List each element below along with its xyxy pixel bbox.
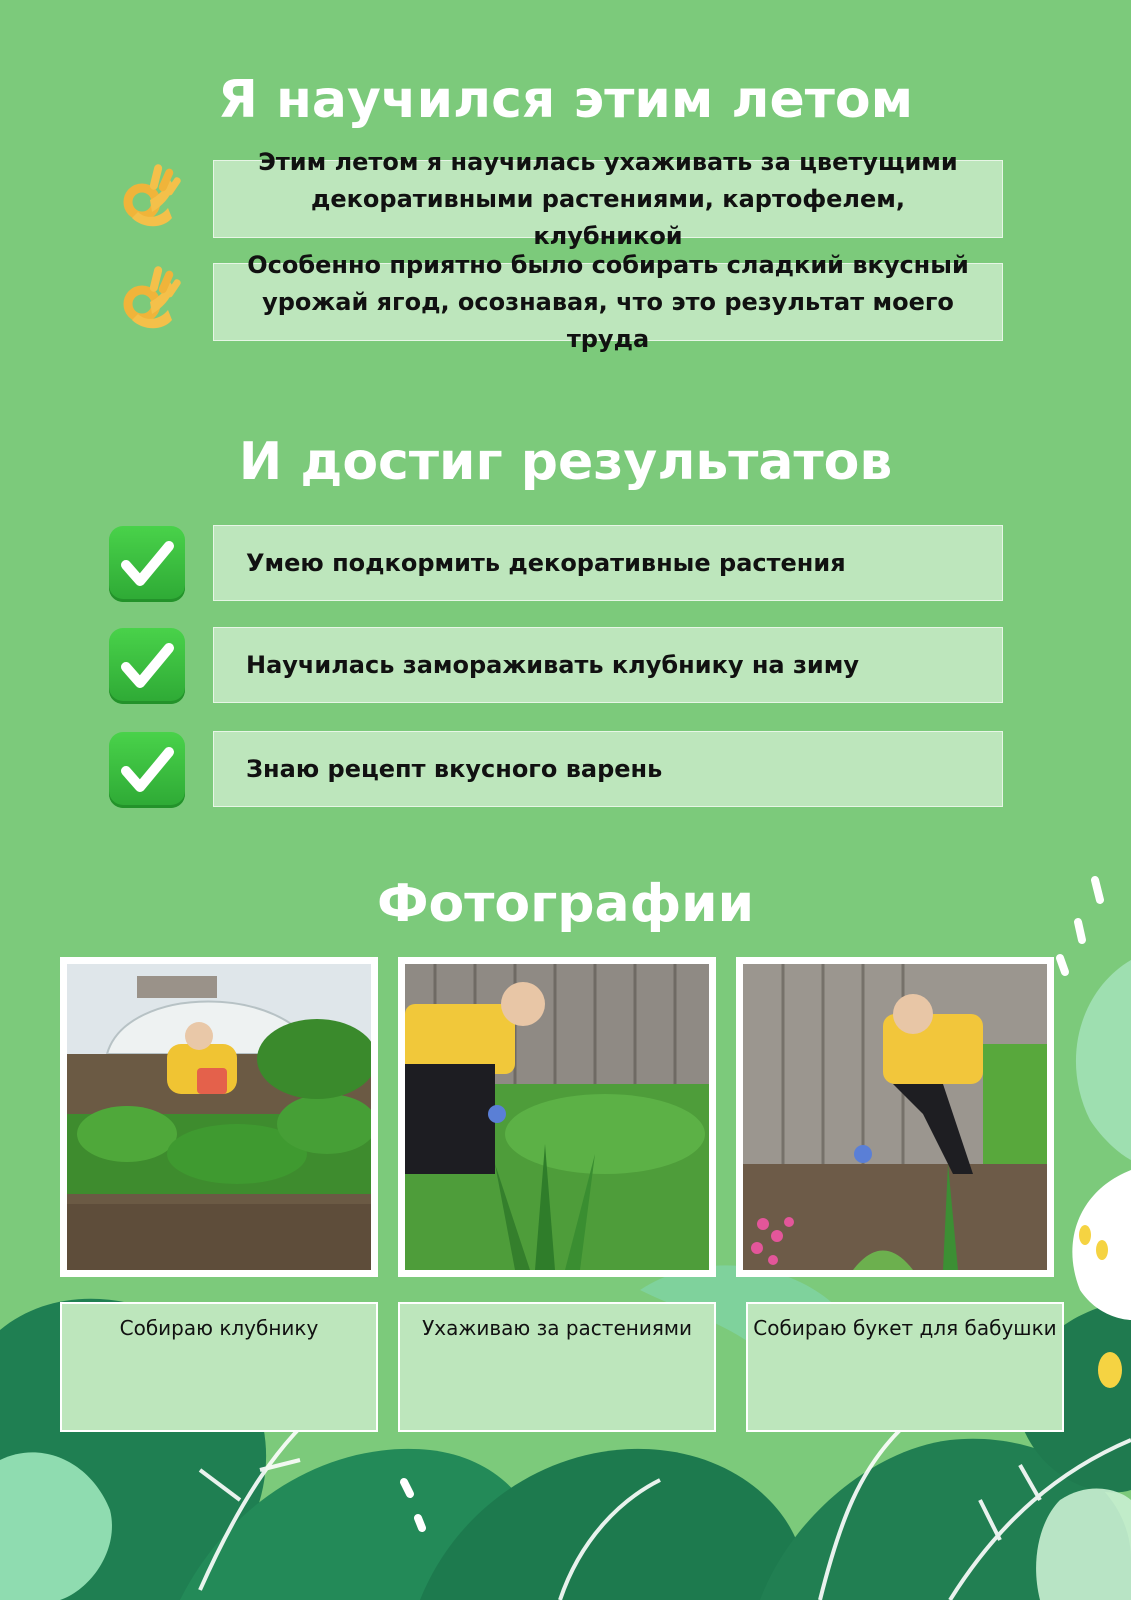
section-title-learned: Я научился этим летом bbox=[217, 70, 914, 130]
check-mark-icon bbox=[109, 628, 185, 704]
photo-bouquet bbox=[736, 957, 1054, 1277]
learned-box-2 bbox=[213, 250, 1003, 353]
ok-hand-icon bbox=[112, 262, 182, 342]
caption-bouquet bbox=[746, 1302, 1064, 1432]
learned-text-1-line1: Этим летом я научилась ухаживать за цветущими bbox=[258, 147, 958, 176]
caption-strawberry bbox=[60, 1302, 378, 1432]
caption-plants bbox=[398, 1302, 716, 1432]
result-box-3 bbox=[213, 731, 1003, 807]
learned-text-1-line2: декоративными растениями, картофелем, клубникой bbox=[310, 184, 906, 250]
caption-text-1: Собираю клубнику bbox=[119, 1316, 319, 1340]
learned-box-1 bbox=[213, 147, 1003, 250]
result-box-1 bbox=[213, 525, 1003, 601]
section-title-photos: Фотографии bbox=[376, 874, 755, 934]
result-text-3: Знаю рецепт вкусного варень bbox=[246, 755, 663, 783]
check-mark-icon bbox=[109, 526, 185, 602]
photo-strawberry bbox=[60, 957, 378, 1277]
result-box-2 bbox=[213, 627, 1003, 703]
caption-text-2: Ухаживаю за растениями bbox=[422, 1316, 692, 1340]
result-text-1: Умею подкормить декоративные растения bbox=[246, 549, 846, 577]
section-title-results: И достиг результатов bbox=[238, 432, 893, 492]
learned-text-2-line2: урожай ягод, осознавая, что это результат моего труда bbox=[262, 287, 954, 353]
ok-hand-icon bbox=[112, 160, 182, 240]
photo-plants bbox=[398, 957, 716, 1277]
check-mark-icon bbox=[109, 732, 185, 808]
learned-text-2-line1: Особенно приятно было собирать сладкий вкусный bbox=[247, 250, 969, 279]
caption-text-3: Собираю букет для бабушки bbox=[753, 1316, 1057, 1340]
result-text-2: Научилась замораживать клубнику на зиму bbox=[246, 651, 860, 679]
